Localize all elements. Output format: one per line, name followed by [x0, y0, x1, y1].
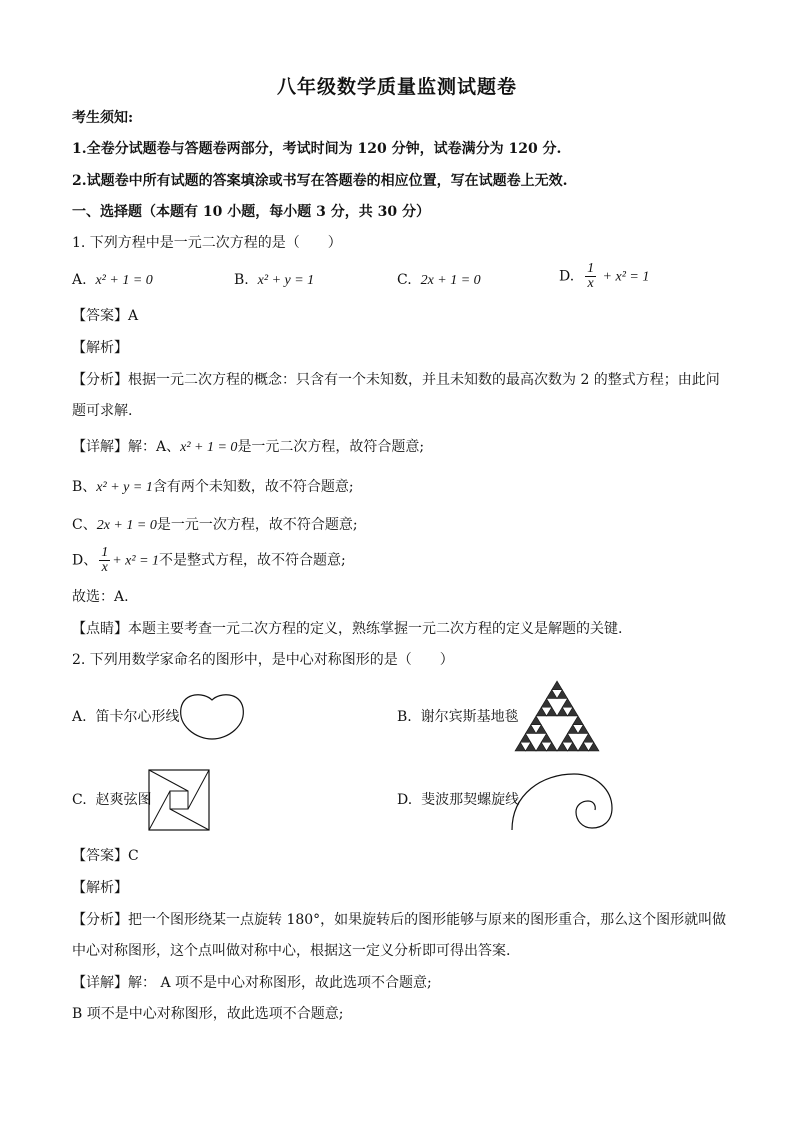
fraction: $\frac{1}{x}$ [587, 261, 595, 291]
zhao-shuang-diagram-figure [148, 769, 210, 831]
q1-detail-d: D、 $\frac{1}{x}$ + x² = 1不是整式方程，故不符合题意; [72, 545, 346, 575]
q2-detail-line1: 【详解】解： A 项不是中心对称图形，故此选项不合题意; [72, 975, 432, 991]
cardioid-figure [178, 690, 246, 742]
q1-analysis-tag: 【解析】 [72, 340, 128, 356]
q2-option-d: D. 斐波那契螺旋线 [397, 792, 520, 808]
q2-option-b: B. 谢尔宾斯基地毯 [397, 709, 519, 725]
fibonacci-spiral-figure [510, 768, 614, 832]
q1-detail-c: C、2x + 1 = 0是一元一次方程，故不符合题意; [72, 517, 358, 533]
fraction: $\frac{1}{x}$ [101, 545, 109, 575]
q2-stem: 2. 下列用数学家命名的图形中，是中心对称图形的是（ ） [72, 652, 454, 668]
notice-item-2: 2.试题卷中所有试题的答案填涂或书写在答题卷的相应位置，写在试题卷上无效. [72, 173, 568, 189]
page-title: 八年级数学质量监测试题卷 [276, 76, 517, 98]
q1-option-d: D. $\frac{1}{x}$ + x² = 1 [559, 261, 650, 291]
q2-analysis-tag: 【解析】 [72, 880, 128, 896]
q1-detail-b: B、x² + y = 1含有两个未知数，故不符合题意; [72, 479, 354, 495]
q2-detail-line2: B 项不是中心对称图形，故此选项不合题意; [72, 1006, 344, 1022]
notice-item-1: 1.全卷分试题卷与答题卷两部分，考试时间为 120 分钟，试卷满分为 120 分. [72, 141, 562, 157]
q2-fenxi-line2: 中心对称图形，这个点叫做对称中心，根据这一定义分析即可得出答案. [72, 943, 511, 959]
q2-fenxi-line1: 【分析】把一个图形绕某一点旋转 180°，如果旋转后的图形能够与原来的图形重合，那么这个图形就叫做 [72, 912, 727, 928]
q1-option-c: C. 2x + 1 = 0 [397, 272, 481, 288]
sierpinski-triangle-figure [514, 680, 600, 752]
q2-option-a: A. 笛卡尔心形线 [72, 709, 180, 725]
q1-conclusion: 故选：A. [72, 589, 129, 605]
q1-option-a: A. x² + 1 = 0 [72, 272, 153, 288]
q1-option-b: B. x² + y = 1 [234, 272, 315, 288]
section-heading: 一、选择题（本题有 10 小题，每小题 3 分，共 30 分） [72, 204, 430, 220]
q1-fenxi-line1: 【分析】根据一元二次方程的概念：只含有一个未知数，并且未知数的最高次数为 2 的整式方程；由此问 [72, 372, 720, 388]
q1-detail-a: 【详解】解：A、x² + 1 = 0是一元二次方程，故符合题意; [72, 439, 425, 455]
q2-answer: 【答案】C [72, 848, 139, 864]
q1-answer: 【答案】A [72, 308, 139, 324]
q1-fenxi-line2: 题可求解. [72, 403, 133, 419]
q2-option-c: C. 赵爽弦图 [72, 792, 152, 808]
q1-comment: 【点睛】本题主要考查一元二次方程的定义，熟练掌握一元二次方程的定义是解题的关键. [72, 621, 623, 637]
q1-stem: 1. 下列方程中是一元二次方程的是（ ） [72, 235, 342, 251]
notice-heading: 考生须知: [72, 110, 134, 126]
